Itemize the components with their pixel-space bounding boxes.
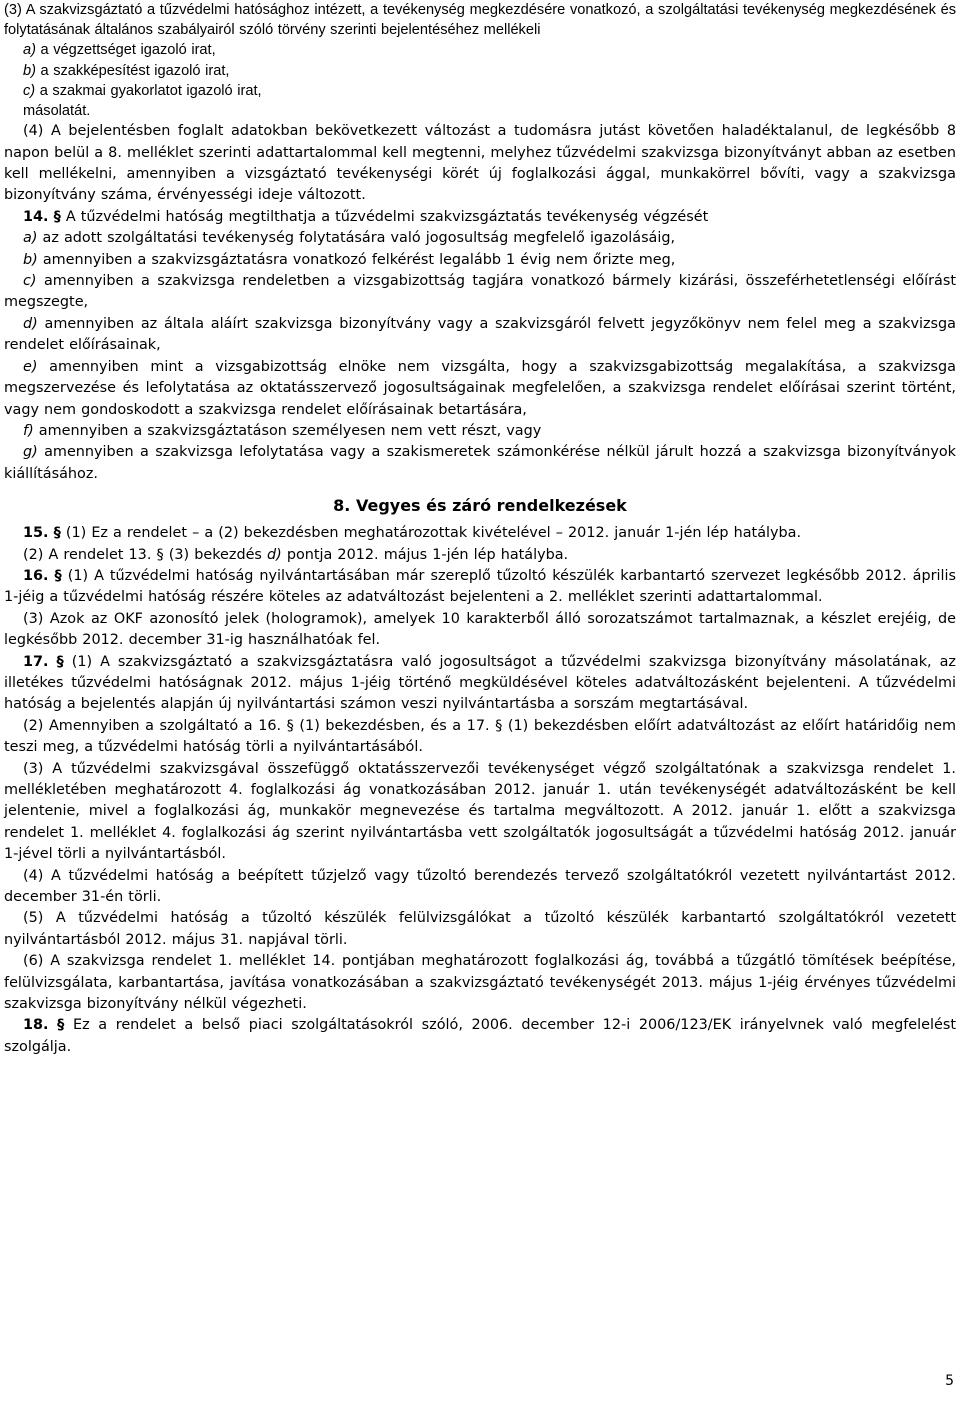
s14-item-c — [4, 271, 956, 314]
section-15-p2 — [4, 545, 956, 566]
section-sign: § — [53, 525, 61, 542]
main-text-block — [4, 121, 956, 1058]
text-fragment: (3) bekezdés — [168, 546, 262, 563]
section-number: 15. — [23, 525, 49, 542]
item-text: amennyiben a szakvizsgáztatásra vonatkozó felkérést legalább 1 évig nem őrizte meg, — [42, 251, 676, 268]
item-marker: c) — [23, 273, 37, 290]
item-marker: a) — [23, 230, 38, 247]
section-17-p1 — [4, 652, 956, 716]
section-17-p2: (2) Amennyiben a szolgáltató a 16. § (1) bekezdésben, és a 17. § (1) bekezdésben előírt adatváltozást az előírt határidőig nem teszi meg, a tűzvédelmi hatóság törli a nyilvántartásából. — [4, 717, 956, 756]
s14-item-b — [4, 250, 956, 271]
item-text: a szakmai gyakorlatot igazoló irat, — [39, 82, 262, 99]
page-number: 5 — [945, 1373, 954, 1389]
s14-item-e — [4, 357, 956, 421]
section-sign: § — [156, 546, 164, 563]
section-text: A tűzvédelmi hatóság megtilthatja a tűzvédelmi szakvizsgáztatás tevékenység végzését — [65, 208, 709, 225]
paragraph-3-tail: másolatát. — [23, 103, 91, 120]
item-text: a végzettséget igazoló irat, — [40, 42, 216, 59]
item-text: amennyiben a szakvizsga lefolytatása vagy a szakismeretek számonkérése nélkül járult hozzá a szakvizsga bizonyítványok kiállításához. — [4, 444, 956, 482]
list-item-c — [4, 81, 956, 101]
text-fragment: (2) A rendelet 13. — [23, 546, 152, 563]
item-marker: g) — [23, 444, 38, 461]
section-sign: § — [57, 1017, 65, 1034]
item-marker: a) — [23, 42, 36, 59]
section-sign: § — [56, 653, 64, 670]
section-number: 17. — [23, 653, 49, 670]
section-17-p4: (4) A tűzvédelmi hatóság a beépített tűzjelző vagy tűzoltó berendezés tervező szolgáltatókról vezetett nyilvántartást 2012. december 31-én törli. — [4, 867, 956, 906]
s14-item-d — [4, 314, 956, 357]
section-14-intro — [4, 207, 956, 228]
paragraph-3: (3) A szakvizsgáztató a tűzvédelmi hatósághoz intézett, a tevékenység megkezdésére vonatkozó, a szolgáltatási tevékenység megkezdésének és folytatásának általános szabályairól szóló törvény szerinti bejelentéséhez mellékeli — [4, 2, 956, 39]
section-number: 14. — [23, 208, 49, 225]
section-16-p3: (3) Azok az OKF azonosító jelek (hologramok), amelyek 10 karakterből álló sorozatszámot tartalmaznak, a készlet erejéig, de legkésőbb 2012. december 31-ig használhatóak fel. — [4, 610, 956, 649]
section-sign: § — [54, 567, 62, 584]
section-number: 18. — [23, 1017, 49, 1034]
text-fragment: pontja 2012. május 1-jén lép hatályba. — [286, 546, 569, 563]
list-item-a — [4, 40, 956, 60]
section-number: 16. — [23, 567, 49, 584]
item-marker: e) — [23, 358, 38, 375]
item-text: amennyiben az általa aláírt szakvizsga bizonyítvány vagy a szakvizsgáról felvett jegyzőkönyv nem felel meg a szakvizsga rendelet előírásainak, — [4, 315, 956, 354]
section-3-block — [4, 0, 956, 121]
s14-item-g — [4, 442, 956, 485]
document-page — [4, 0, 956, 1405]
item-marker: f) — [23, 422, 34, 439]
list-item-b — [4, 61, 956, 81]
section-text: (1) A szakvizsgáztató a szakvizsgáztatásra való jogosultságot a tűzvédelmi szakvizsga bizonyítvány másolatának, az illetékes tűzvédelmi hatóságnak 2012. május 1-jéig történő megküldésével köteles adatváltozásként bejelenteni. A tűzvédelmi hatóság a bejelentés alapján új nyilvántartási számon veszi nyilvántartásba a sorszám megtartásával. — [4, 653, 956, 713]
item-marker: d) — [23, 315, 38, 332]
item-text: amennyiben a szakvizsga rendeletben a vizsgabizottság tagjára vonatkozó bármely kizárási, összeférhetetlenségi előírást megszegte, — [4, 273, 956, 311]
section-18 — [4, 1015, 956, 1058]
item-text: a szakképesítést igazoló irat, — [40, 62, 230, 79]
section-sign: § — [53, 208, 61, 225]
section-15-p1 — [4, 523, 956, 544]
item-text: amennyiben a szakvizsgáztatáson személyesen nem vett részt, vagy — [38, 422, 542, 439]
s14-item-f — [4, 421, 956, 442]
section-17-p5: (5) A tűzvédelmi hatóság a tűzoltó készülék felülvizsgálókat a tűzoltó készülék karbantartó szolgáltatókról vezetett nyilvántartásból 2012. május 31. napjával törli. — [4, 910, 956, 948]
section-text: (1) A tűzvédelmi hatóság nyilvántartásában már szereplő tűzoltó készülék karbantartó szervezet legkésőbb 2012. április 1-jéig a tűzvédelmi hatóság részére köteles az adatváltozást bejelenteni a 2. melléklet szerinti adattartalommal. — [4, 567, 957, 606]
section-16-p1 — [4, 566, 956, 609]
item-marker: b) — [23, 251, 38, 268]
item-text: amennyiben mint a vizsgabizottság elnöke nem vizsgálta, hogy a szakvizsgabizottság megalakítása, a szakvizsga megszervezése és lefolytatása az oktatásszervező jogosultságainak megfelelően, a szakvizsga rendelet előírásai szerint történt, vagy nem gondoskodott a szakvizsga rendelet előírásainak betartására, — [4, 358, 956, 418]
item-marker: d) — [267, 546, 282, 563]
item-marker: b) — [23, 62, 36, 79]
item-marker: c) — [23, 82, 36, 99]
item-text: az adott szolgáltatási tevékenység folytatására való jogosultság megfelelő igazolásáig, — [42, 230, 676, 247]
section-text: (1) Ez a rendelet – a (2) bekezdésben meghatározottak kivételével – 2012. január 1-jén lép hatályba. — [65, 525, 802, 542]
section-17-p3: (3) A tűzvédelmi szakvizsgával összefüggő oktatásszervezői tevékenységet végző szolgáltatónak a szakvizsga rendelet 1. mellékletében meghatározott 4. foglalkozási ág vonatkozásában 2012. január 1. után tevékenységét adatváltozásként be kell jelentenie, mivel a foglalkozási ág, munkakör megnevezése és tartalma megváltozott. A 2012. január 1. előtt a szakvizsga rendelet 1. melléklet 4. foglalkozási ág szerint nyilvántartásba vett szolgáltatók jogosultságát a tűzvédelmi hatóság 2012. január 1-jével törli a nyilvántartásból. — [4, 760, 956, 863]
chapter-heading: 8. Vegyes és záró rendelkezések — [333, 496, 627, 516]
section-text: Ez a rendelet a belső piaci szolgáltatásokról szóló, 2006. december 12-i 2006/123/EK irányelvnek való megfelelést szolgálja. — [4, 1017, 956, 1055]
paragraph-4: (4) A bejelentésben foglalt adatokban bekövetkezett változást a tudomásra jutást követően haladéktalanul, de legkésőbb 8 napon belül a 8. melléklet szerinti adattartalommal kell megtenni, melyhez tűzvédelmi szakvizsga bizonyítványt abban az esetben kell mellékelni, amennyiben a vizsgáztató tevékenységi körét új foglalkozási ággal, munkakörrel bővíti, vagy a szakvizsga bizonyítvány száma, érvényességi ideje változott. — [4, 123, 956, 204]
s14-item-a — [4, 228, 956, 249]
section-17-p6: (6) A szakvizsga rendelet 1. melléklet 14. pontjában meghatározott foglalkozási ág, továbbá a tűzgátló tömítések beépítése, felülvizsgálata, karbantartása, javítása vonatkozásában a szakvizsgáztató tevékenységét 2013. május 1-jéig érvényes tűzvédelmi szakvizsga bizonyítvány nélkül végezheti. — [4, 953, 956, 1013]
